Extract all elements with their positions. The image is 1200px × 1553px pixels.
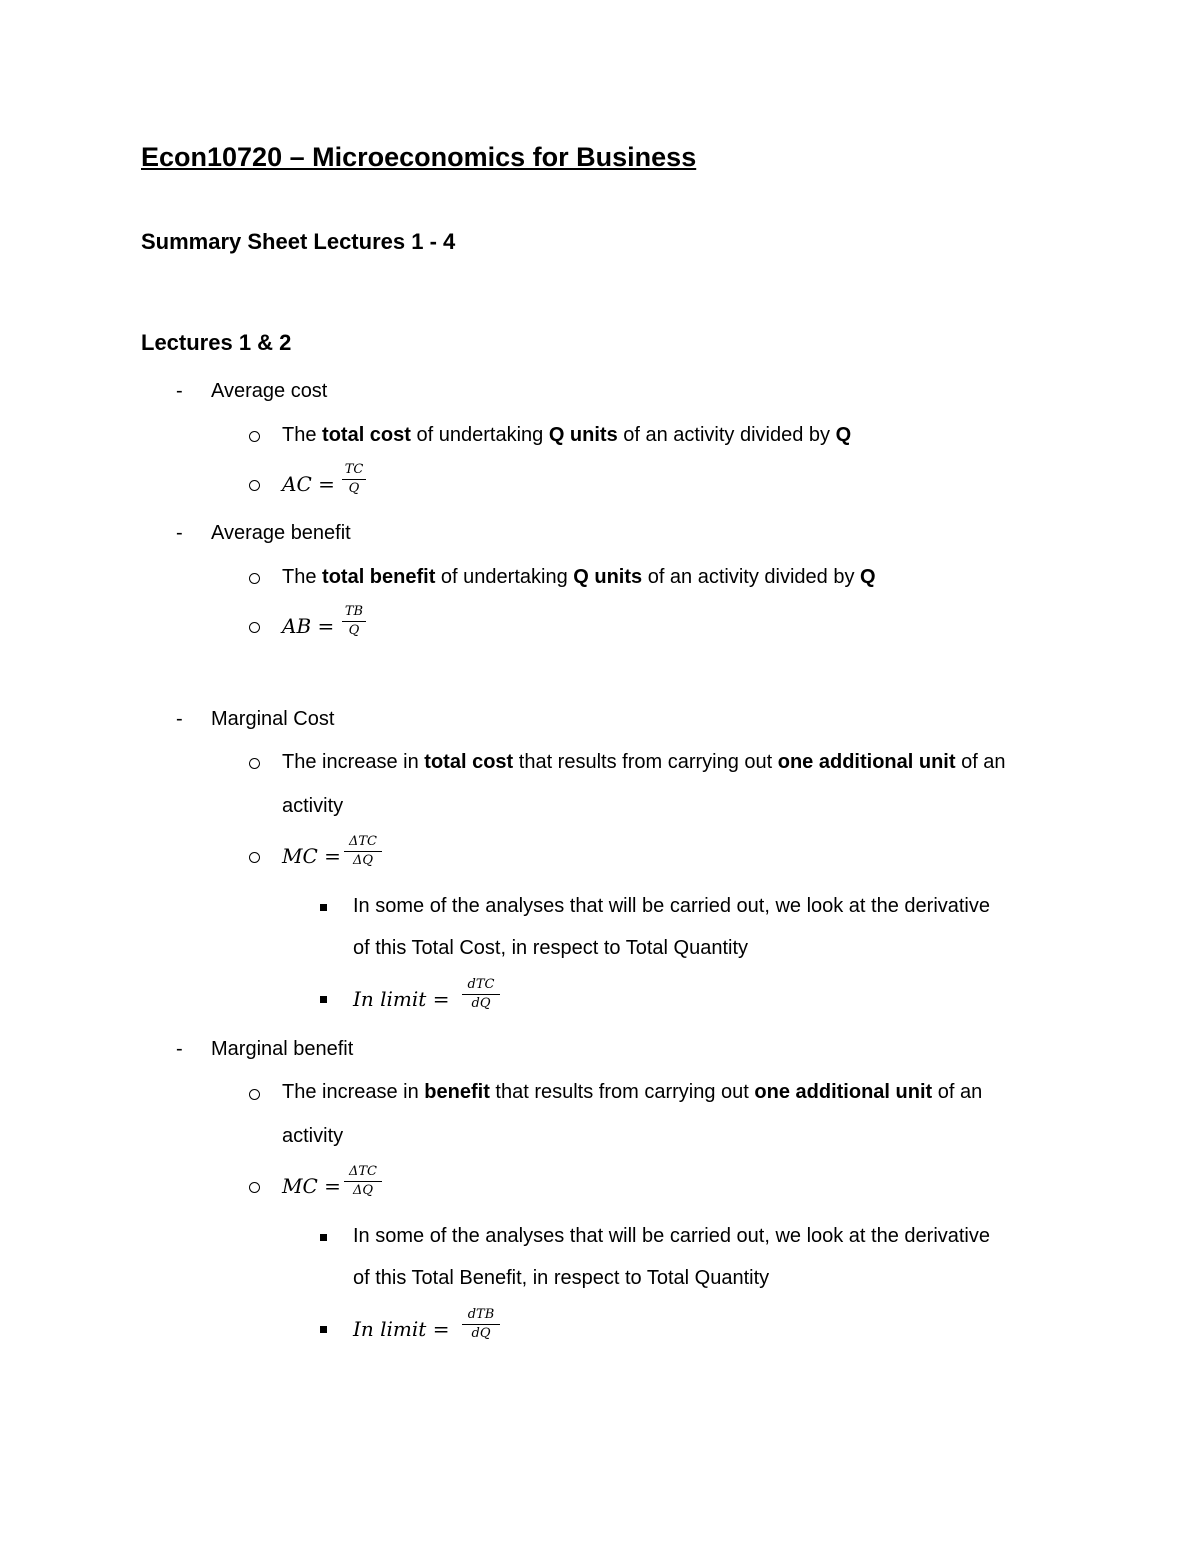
mc-note-line1: In some of the analyses that will be carried out, we look at the derivative <box>353 895 991 917</box>
mb-definition-line2: activity <box>282 1125 344 1147</box>
mb-definition-line1: The increase in benefit that results from carrying out one additional unit of an <box>282 1081 983 1103</box>
mc-note-line2: of this Total Cost, in respect to Total Quantity <box>353 937 749 959</box>
item-average-benefit: Average benefit <box>211 522 351 544</box>
dash-bullet: - <box>176 522 183 544</box>
section-heading: Lectures 1 & 2 <box>141 330 292 355</box>
ab-definition: The total benefit of undertaking Q units of an activity divided by Q <box>282 566 876 588</box>
ac-definition: The total cost of undertaking Q units of an activity divided by Q <box>282 424 852 446</box>
item-marginal-benefit: Marginal benefit <box>211 1038 354 1060</box>
circle-bullet <box>249 758 260 769</box>
mb-note-line2: of this Total Benefit, in respect to Total Quantity <box>353 1267 770 1289</box>
page-title: Econ10720 – Microeconomics for Business <box>141 142 697 172</box>
square-bullet <box>320 996 327 1003</box>
dash-bullet: - <box>176 708 183 730</box>
dash-bullet: - <box>176 1038 183 1060</box>
mb-formula-lhs: MC = <box>282 1174 341 1198</box>
square-bullet <box>320 1234 327 1241</box>
dash-bullet: - <box>176 380 183 402</box>
ab-formula-lhs: AB = <box>282 614 335 638</box>
mc-definition-line1: The increase in total cost that results from carrying out one additional unit of an <box>282 751 1006 773</box>
mc-limit-lhs: In limit = <box>353 987 450 1011</box>
mb-note-line1: In some of the analyses that will be carried out, we look at the derivative <box>353 1225 991 1247</box>
circle-bullet <box>249 573 260 584</box>
square-bullet <box>320 904 327 911</box>
mb-limit-fraction: dTB dQ <box>462 1308 500 1341</box>
mb-limit-lhs: In limit = <box>353 1317 450 1341</box>
mb-formula-fraction: ΔTC ΔQ <box>344 1165 382 1198</box>
circle-bullet <box>249 1089 260 1100</box>
item-average-cost: Average cost <box>211 380 328 402</box>
mc-formula-fraction: ΔTC ΔQ <box>344 835 382 868</box>
subtitle: Summary Sheet Lectures 1 - 4 <box>141 229 456 254</box>
item-marginal-cost: Marginal Cost <box>211 708 335 730</box>
ac-formula-lhs: AC = <box>282 472 335 496</box>
ab-formula-fraction: TB Q <box>342 605 366 638</box>
circle-bullet <box>249 1182 260 1193</box>
circle-bullet <box>249 480 260 491</box>
circle-bullet <box>249 431 260 442</box>
mc-limit-fraction: dTC dQ <box>462 978 500 1011</box>
ac-formula-fraction: TC Q <box>342 463 366 496</box>
circle-bullet <box>249 622 260 633</box>
mc-definition-line2: activity <box>282 795 344 817</box>
circle-bullet <box>249 852 260 863</box>
mc-formula-lhs: MC = <box>282 844 341 868</box>
square-bullet <box>320 1326 327 1333</box>
